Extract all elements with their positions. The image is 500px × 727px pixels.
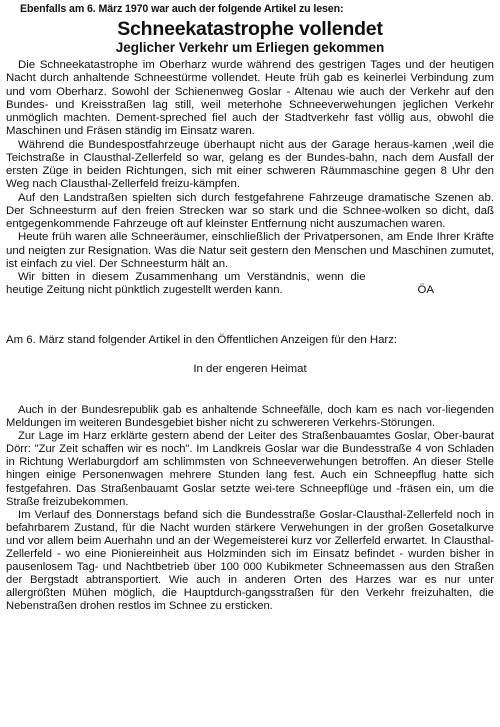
- article1-closing-row: [6, 271, 494, 298]
- article1-closing: Wir bitten in diesem Zusammenhang um Verständnis, wenn die heutige Zeitung nicht pünktlich zugestellt werden kann.: [6, 271, 366, 297]
- article2-heading: In der engeren Heimat: [193, 362, 307, 375]
- article2-intro: Am 6. März stand folgender Artikel in den Öffentlichen Anzeigen für den Harz:: [6, 333, 398, 346]
- article2-paragraph-1: Auch in der Bundesrepublik gab es anhaltende Schneefälle, doch kam es nach vor-liegenden Meldungen im weiteren Bundesgebiet bisher nicht zu schwereren Verkehrs-Störungen.: [6, 404, 494, 430]
- article1-headline: Schneekatastrophe vollendet: [117, 18, 383, 40]
- article2-paragraph-3: Im Verlauf des Donnerstags befand sich die Bundesstraße Goslar-Clausthal-Zellerfeld noch in befahrbarem Zustand, für die Nacht wurden stärkere Verwehungen in der großen Gosetalkurve und vor allem beim Auerhahn und an der Wegemeisterei kurz vor Zellerfeld erwartet. In Clausthal-Zellerfeld - wo eine Pioniereinheit aus Holzminden sich im Einsatz befindet - wurden bisher in pausenlosem Tag- und Nachtbetrieb über 100 000 Kubikmeter Schneemassen aus den Straßen der Bergstadt abtransportiert. Wie auch in anderen Orten des Harzes war es nur unter allergrößten Mühen möglich, die Hauptdurch-gangsstraßen für den Verkehr freizuhalten, die Nebenstraßen drohen restlos im Schnee zu ersticken.: [6, 508, 494, 613]
- article1-signature: ÖA: [417, 284, 434, 297]
- article2-paragraph-2: Zur Lage im Harz erklärte gestern abend der Leiter des Straßenbauamtes Goslar, Ober-baurat Dörr: "Zur Zeit schaffen wir es noch". Im Landkreis Goslar war die Bundesstraße 4 von Schladen in Richtung Werlaburgdorf am schlimmsten von Schneeverwehungen betroffen. An dieser Stelle hingen einige Personenwagen mehrere Stunden lang fest. Auch ein Schneepflug hatte sich festgefahren. Das Straßenbauamt Goslar setzte wei-tere Schneepflüge und -fräsen ein, um die Straße freizubekommen.: [6, 430, 494, 508]
- article1-body: [6, 59, 494, 298]
- article1-paragraph-3: Auf den Landstraßen spielten sich durch festgefahrene Fahrzeuge dramatische Szenen ab. Der Schneesturm auf den freien Strecken war so stark und die Schnee-wolken so dicht, daß entgegenkommende Fahrzeuge oft auf kleinster Entfernung nicht auszumachen waren.: [6, 191, 494, 230]
- article2-body: [6, 404, 494, 614]
- article1-intro: Ebenfalls am 6. März 1970 war auch der folgende Artikel zu lesen:: [20, 3, 344, 15]
- article1-subheadline: Jeglicher Verkehr um Erliegen gekommen: [115, 40, 385, 55]
- article1-paragraph-2: Während die Bundespostfahrzeuge überhaupt nicht aus der Garage heraus-kamen ,weil die Teichstraße in Clausthal-Zellerfeld so war, gelang es der Bundes-bahn, nach dem Ausfall der ersten Züge in beiden Richtungen, sich mit einer schweren Räummaschine gegen 8 Uhr den Weg nach Clausthal-Zellerfeld freizu-kämpfen.: [6, 138, 494, 191]
- article1-paragraph-1: Die Schneekatastrophe im Oberharz wurde während des gestrigen Tages und der heutigen Nacht durch anhaltende Schneestürme vollendet. Heute früh gab es keinerlei Verbindung zum und vom Oberharz. Sowohl der Schienenweg Goslar - Altenau wie auch der Verkehr auf den Bundes- und Kreisstraßen lag still, weil meterhohe Schneeverwehungen jeglichen Verkehr unmöglich machten. Dement-spreched fiel auch der Stadtverkehr fast völlig aus, obwohl die Maschinen und Fräsen ständig im Einsatz waren.: [6, 59, 494, 138]
- article1-paragraph-4: Heute früh waren alle Schneeräumer, einschließlich der Privatpersonen, am Ende Ihrer Kräfte und neigten zur Resignation. Was die Natur seit gestern den Menschen und Maschinen zumutet, ist einfach zu viel. Der Schneesturm hält an.: [6, 231, 494, 270]
